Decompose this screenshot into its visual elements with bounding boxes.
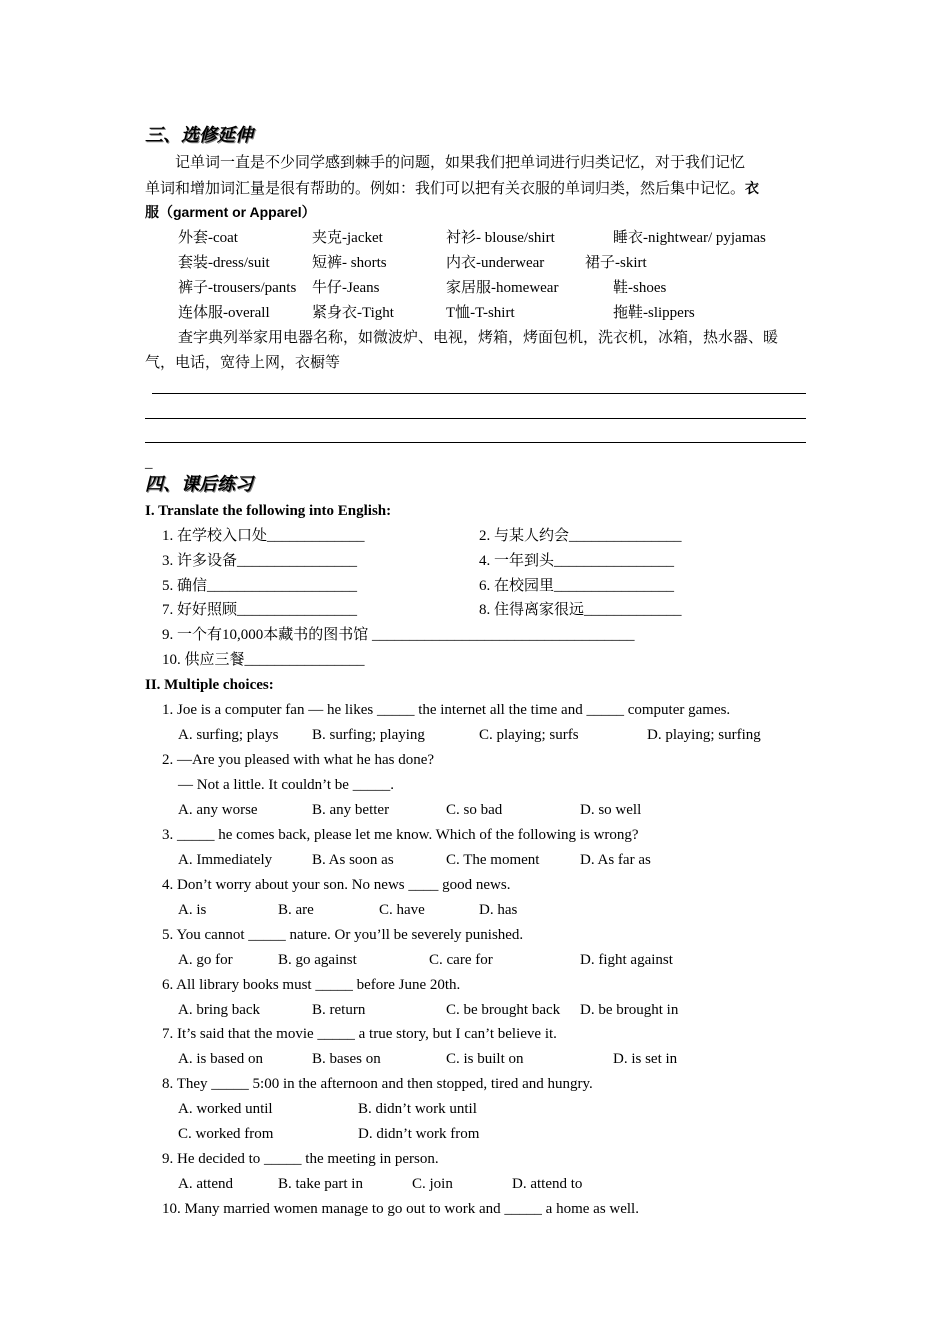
clothes-item: 外套-coat bbox=[178, 230, 238, 246]
option[interactable]: D. attend to bbox=[512, 1176, 583, 1192]
option[interactable]: B. return bbox=[312, 1002, 366, 1018]
answer-line[interactable] bbox=[145, 418, 806, 419]
clothes-item: 套装-dress/suit bbox=[178, 255, 270, 271]
part1-title: I. Translate the following into English: bbox=[145, 503, 392, 519]
option[interactable]: C. worked from bbox=[178, 1126, 274, 1142]
clothes-item: 内衣-underwear bbox=[446, 255, 545, 271]
translate-item: 10. 供应三餐________________ bbox=[162, 652, 365, 668]
translate-item: 7. 好好照顾________________ bbox=[162, 602, 358, 618]
option[interactable]: B. are bbox=[278, 902, 314, 918]
option[interactable]: D. fight against bbox=[580, 952, 673, 968]
section3-intro-line1: 记单词一直是不少同学感到棘手的问题，如果我们把单词进行归类记忆，对于我们记忆 bbox=[175, 155, 746, 171]
clothes-item: 睡衣-nightwear/ pyjamas bbox=[613, 230, 766, 246]
clothes-item: 牛仔-Jeans bbox=[312, 280, 380, 296]
question-stem: 9. He decided to _____ the meeting in person. bbox=[162, 1151, 439, 1167]
question-stem: 5. You cannot _____ nature. Or you’ll be severely punished. bbox=[162, 927, 524, 943]
section3-intro-line3: 服（garment or Apparel） bbox=[145, 204, 316, 220]
translate-item: 9. 一个有10,000本藏书的图书馆 ___________________________________ bbox=[162, 627, 635, 643]
translate-item: 2. 与某人约会_______________ bbox=[479, 528, 682, 544]
option[interactable]: C. join bbox=[412, 1176, 453, 1192]
translate-item: 3. 许多设备________________ bbox=[162, 553, 358, 569]
option[interactable]: A. worked until bbox=[178, 1101, 273, 1117]
option[interactable]: C. The moment bbox=[446, 852, 540, 868]
answer-line[interactable] bbox=[145, 442, 806, 443]
clothes-item: 连体服-overall bbox=[178, 305, 270, 321]
answer-line[interactable] bbox=[152, 393, 806, 394]
option[interactable]: C. is built on bbox=[446, 1051, 524, 1067]
option[interactable]: D. is set in bbox=[613, 1051, 678, 1067]
option[interactable]: D. be brought in bbox=[580, 1002, 679, 1018]
option[interactable]: C. be brought back bbox=[446, 1002, 561, 1018]
section3-intro-line2: 单词和增加词汇量是很有帮助的。例如：我们可以把有关衣服的单词归类，然后集中记忆。衣 bbox=[145, 180, 760, 197]
option[interactable]: B. didn’t work until bbox=[358, 1101, 477, 1117]
option[interactable]: D. has bbox=[479, 902, 518, 918]
option[interactable]: B. any better bbox=[312, 802, 390, 818]
question-stem: 3. _____ he comes back, please let me know. Which of the following is wrong? bbox=[162, 827, 639, 843]
section3-heading: 三、选修延伸 bbox=[145, 125, 253, 145]
question-stem: 7. It’s said that the movie _____ a true story, but I can’t believe it. bbox=[162, 1026, 557, 1042]
option[interactable]: C. playing; surfs bbox=[479, 727, 579, 743]
option[interactable]: B. bases on bbox=[312, 1051, 381, 1067]
question-stem: 8. They _____ 5:00 in the afternoon and then stopped, tired and hungry. bbox=[162, 1076, 593, 1092]
clothes-item: 鞋-shoes bbox=[613, 280, 667, 296]
option[interactable]: A. go for bbox=[178, 952, 233, 968]
option[interactable]: C. care for bbox=[429, 952, 493, 968]
clothes-item: 夹克-jacket bbox=[312, 230, 383, 246]
translate-item: 5. 确信____________________ bbox=[162, 578, 358, 594]
translate-item: 1. 在学校入口处_____________ bbox=[162, 528, 365, 544]
clothes-item: 衬衫- blouse/shirt bbox=[446, 230, 555, 246]
question-stem: 6. All library books must _____ before June 20th. bbox=[162, 977, 461, 993]
option[interactable]: D. playing; surfing bbox=[647, 727, 761, 743]
option[interactable]: B. go against bbox=[278, 952, 357, 968]
stray-mark: _ bbox=[145, 455, 153, 471]
option[interactable]: A. bring back bbox=[178, 1002, 261, 1018]
translate-item: 8. 住得离家很远_____________ bbox=[479, 602, 682, 618]
option[interactable]: A. any worse bbox=[178, 802, 258, 818]
question-stem: 1. Joe is a computer fan — he likes _____ the internet all the time and _____ computer games. bbox=[162, 702, 731, 718]
task-line2: 气，电话，宽待上网，衣橱等 bbox=[145, 355, 341, 371]
translate-item: 4. 一年到头________________ bbox=[479, 553, 675, 569]
option[interactable]: D. didn’t work from bbox=[358, 1126, 480, 1142]
question-stem-cont: — Not a little. It couldn’t be _____. bbox=[178, 777, 394, 793]
translate-item: 6. 在校园里________________ bbox=[479, 578, 675, 594]
option[interactable]: A. is bbox=[178, 902, 207, 918]
option[interactable]: B. As soon as bbox=[312, 852, 394, 868]
option[interactable]: D. so well bbox=[580, 802, 642, 818]
option[interactable]: B. take part in bbox=[278, 1176, 363, 1192]
task-line1: 查字典列举家用电器名称，如微波炉、电视，烤箱，烤面包机，洗衣机，冰箱，热水器、暖 bbox=[178, 330, 779, 346]
clothes-item: 短裤- shorts bbox=[312, 255, 387, 271]
option[interactable]: D. As far as bbox=[580, 852, 651, 868]
clothes-item: 拖鞋-slippers bbox=[613, 305, 695, 321]
option[interactable]: A. attend bbox=[178, 1176, 233, 1192]
option[interactable]: C. so bad bbox=[446, 802, 503, 818]
section4-heading: 四、课后练习 bbox=[145, 474, 253, 494]
part2-title: II. Multiple choices: bbox=[145, 677, 274, 693]
clothes-item: T恤-T-shirt bbox=[446, 305, 515, 321]
question-stem: 4. Don’t worry about your son. No news ____ good news. bbox=[162, 877, 511, 893]
question-stem: 10. Many married women manage to go out to work and _____ a home as well. bbox=[162, 1201, 639, 1217]
option[interactable]: A. surfing; plays bbox=[178, 727, 279, 743]
option[interactable]: A. Immediately bbox=[178, 852, 273, 868]
question-stem: 2. —Are you pleased with what he has done? bbox=[162, 752, 435, 768]
clothes-item: 裙子-skirt bbox=[585, 255, 647, 271]
option[interactable]: C. have bbox=[379, 902, 425, 918]
option[interactable]: B. surfing; playing bbox=[312, 727, 425, 743]
clothes-item: 紧身衣-Tight bbox=[312, 305, 394, 321]
clothes-item: 家居服-homewear bbox=[446, 280, 559, 296]
clothes-item: 裤子-trousers/pants bbox=[178, 280, 297, 296]
option[interactable]: A. is based on bbox=[178, 1051, 263, 1067]
